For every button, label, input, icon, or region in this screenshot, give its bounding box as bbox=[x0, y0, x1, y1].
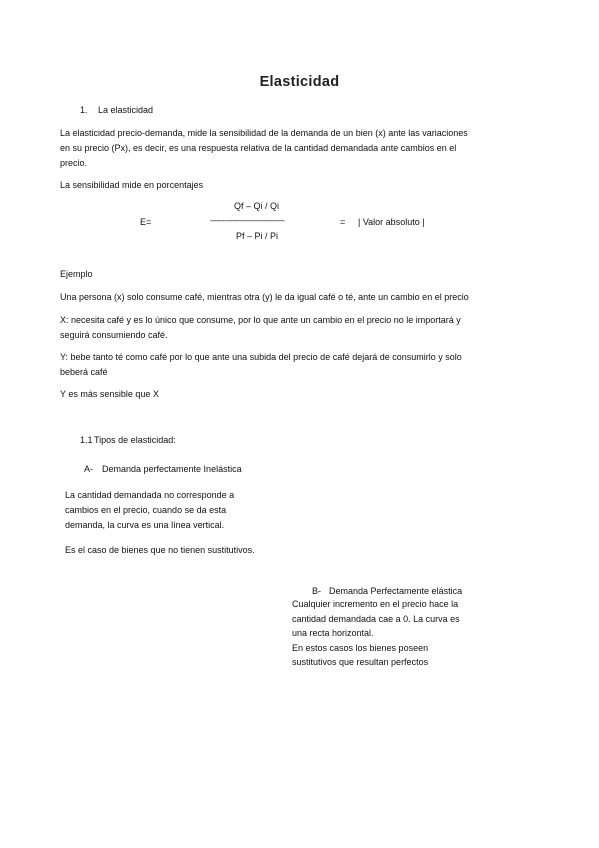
example-y-line: Y: bebe tanto té como café por lo que ante una subida del precio de café dejará de consumirlo y solo bbox=[60, 352, 462, 362]
type-b-line: cantidad demandada cae a 0. La curva es bbox=[292, 613, 460, 624]
example-x-line: X: necesita café y es lo único que consume, por lo que ante un cambio en el precio no le importará y bbox=[60, 315, 461, 325]
type-b-line: sustitutivos que resultan perfectos bbox=[292, 657, 429, 667]
type-a-line: demanda, la curva es una línea vertical. bbox=[65, 520, 225, 530]
type-b-line: Cualquier incremento en el precio hace la bbox=[292, 599, 459, 609]
type-b-line: En estos casos los bienes poseen bbox=[292, 642, 429, 653]
formula-numerator: Qf – Qi / Qi bbox=[234, 201, 280, 211]
intro-paragraph bbox=[60, 126, 468, 171]
formula-equals: = bbox=[340, 217, 346, 227]
section-number: 1.1 bbox=[80, 435, 93, 445]
type-b-line: una recta horizontal. bbox=[292, 628, 374, 638]
intro-line: precio. bbox=[60, 158, 88, 168]
intro-line: en su precio (Px), es decir, es una respuesta relativa de la cantidad demandada ante cambios en el bbox=[60, 143, 457, 153]
type-a-line: cambios en el precio, cuando se da esta bbox=[65, 505, 227, 515]
formula-lhs: E= bbox=[140, 217, 152, 227]
section-number: 1. bbox=[80, 105, 88, 115]
type-b-label: B- bbox=[312, 586, 321, 596]
example-conclusion: Y es más sensible que X bbox=[60, 389, 159, 399]
section-heading-1-1 bbox=[80, 433, 176, 448]
example-x bbox=[60, 313, 461, 343]
section-title: La elasticidad bbox=[98, 105, 154, 115]
type-a-label: A- bbox=[84, 464, 93, 474]
type-b-title: Demanda Perfectamente elástica bbox=[329, 586, 463, 596]
intro-line: La elasticidad precio-demanda, mide la sensibilidad de la demanda de un bien (x) ante las variaciones bbox=[60, 128, 468, 138]
example-y bbox=[60, 350, 462, 380]
sensitivity-text: La sensibilidad mide en porcentajes bbox=[60, 180, 204, 190]
example-x-line: seguirá consumiendo café. bbox=[60, 330, 168, 340]
example-statement: Una persona (x) solo consume café, mientras otra (y) le da igual café o té, ante un cambio en el precio bbox=[60, 292, 469, 302]
example-heading: Ejemplo bbox=[60, 269, 93, 279]
type-a-note: Es el caso de bienes que no tienen sustitutivos. bbox=[65, 545, 255, 555]
page-title: Elasticidad bbox=[259, 74, 340, 90]
formula-denominator: Pf – Pi / Pi bbox=[236, 231, 279, 241]
section-heading-1 bbox=[80, 103, 153, 118]
type-a-line: La cantidad demandada no corresponde a bbox=[65, 490, 235, 500]
type-a-description bbox=[65, 488, 234, 533]
type-b-description bbox=[292, 597, 460, 670]
formula-fraction-bar: ------------------------------------ bbox=[210, 216, 285, 225]
section-title: Tipos de elasticidad: bbox=[94, 435, 176, 445]
example-y-line: beberá café bbox=[60, 367, 108, 377]
type-a-title: Demanda perfectamente Inelástica bbox=[102, 464, 242, 474]
type-a-heading bbox=[84, 462, 242, 477]
formula-rhs: | Valor absoluto | bbox=[358, 217, 425, 227]
